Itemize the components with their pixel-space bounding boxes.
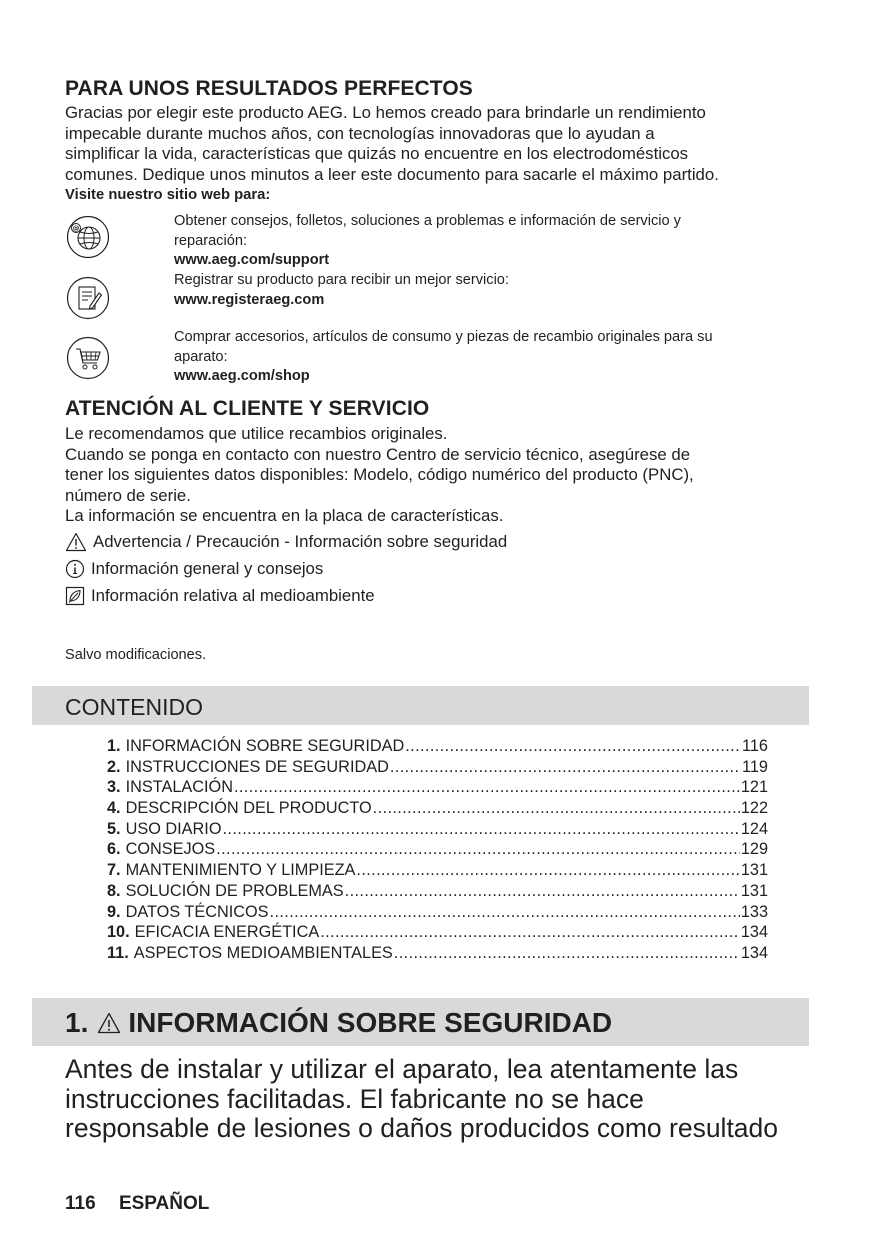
- toc-page: 133: [740, 902, 768, 921]
- toc-title: INFORMACIÓN SOBRE SEGURIDAD: [125, 737, 405, 755]
- shop-link-block: [174, 328, 814, 387]
- shop-description: Comprar accesorios, artículos de consumo y piezas de recambio originales para su: [174, 329, 713, 345]
- warning-icon: [97, 1012, 121, 1034]
- contents-band: [32, 686, 809, 725]
- safety-heading-number: 1.: [65, 1007, 89, 1038]
- toc-title: INSTALACIÓN: [125, 778, 233, 797]
- page-number: 116: [65, 1193, 96, 1214]
- intro-line: Antes de instalar y utilizar el aparato, lea atentamente las: [65, 1054, 739, 1084]
- toc-page: 124: [740, 819, 768, 838]
- toc-number: 7.: [107, 861, 121, 880]
- support-url[interactable]: www.aeg.com/support: [174, 252, 330, 268]
- info-icon: [65, 559, 85, 579]
- register-link-block: [174, 271, 814, 310]
- toc-leader: [216, 839, 740, 860]
- legend-warning: [65, 532, 507, 552]
- table-of-contents: [107, 736, 768, 964]
- toc-item[interactable]: [107, 839, 768, 860]
- page-footer: [65, 1193, 209, 1215]
- toc-title: MANTENIMIENTO Y LIMPIEZA: [125, 861, 356, 880]
- warning-icon: [65, 532, 87, 552]
- customer-service-text: [65, 424, 845, 527]
- paragraph-line: número de serie.: [65, 485, 191, 505]
- toc-item[interactable]: [107, 757, 768, 778]
- toc-leader: [390, 757, 741, 778]
- toc-title: DATOS TÉCNICOS: [125, 902, 269, 921]
- svg-text:@: @: [72, 224, 80, 233]
- safety-band: [32, 998, 809, 1046]
- support-link-block: [174, 212, 814, 271]
- toc-page: 131: [740, 861, 768, 880]
- toc-item[interactable]: [107, 943, 768, 964]
- register-icon: [66, 276, 110, 320]
- shop-description-cont: aparato:: [174, 348, 228, 365]
- toc-item[interactable]: [107, 860, 768, 881]
- toc-item[interactable]: [107, 798, 768, 819]
- customer-service-heading: ATENCIÓN AL CLIENTE Y SERVICIO: [65, 397, 430, 420]
- toc-leader: [234, 777, 740, 798]
- register-description: Registrar su producto para recibir un mejor servicio:: [174, 272, 509, 288]
- toc-title: SOLUCIÓN DE PROBLEMAS: [125, 881, 344, 900]
- toc-page: 122: [740, 799, 768, 818]
- visit-label: Visite nuestro sitio web para:: [65, 187, 271, 203]
- toc-number: 1.: [107, 737, 121, 755]
- paragraph-line: Gracias por elegir este producto AEG. Lo hemos creado para brindarle un rendimiento: [65, 103, 706, 122]
- toc-item[interactable]: [107, 922, 768, 943]
- legend-info: [65, 559, 323, 579]
- toc-number: 2.: [107, 757, 121, 776]
- toc-number: 9.: [107, 902, 121, 921]
- legend-info-text: Información general y consejos: [91, 559, 324, 578]
- toc-leader: [345, 881, 740, 902]
- cart-icon: [66, 336, 110, 380]
- toc-title: EFICACIA ENERGÉTICA: [134, 923, 320, 942]
- contents-heading: CONTENIDO: [65, 694, 203, 720]
- toc-page: 119: [742, 757, 768, 776]
- toc-title: DESCRIPCIÓN DEL PRODUCTO: [125, 799, 372, 818]
- toc-leader: [394, 943, 740, 964]
- toc-number: 3.: [107, 778, 121, 797]
- toc-title: USO DIARIO: [125, 819, 222, 838]
- perfect-results-heading: PARA UNOS RESULTADOS PERFECTOS: [65, 77, 473, 100]
- safety-intro: [65, 1055, 825, 1144]
- toc-page: 131: [740, 881, 768, 900]
- toc-page: 134: [740, 923, 768, 942]
- toc-number: 11.: [107, 943, 129, 962]
- environment-icon: [65, 586, 85, 606]
- toc-item[interactable]: [107, 736, 768, 757]
- toc-leader: [356, 860, 739, 881]
- paragraph-line: La información se encuentra en la placa de características.: [65, 506, 504, 526]
- toc-item[interactable]: [107, 777, 768, 798]
- paragraph-line: Le recomendamos que utilice recambios originales.: [65, 424, 448, 443]
- toc-item[interactable]: [107, 819, 768, 840]
- safety-heading-text: INFORMACIÓN SOBRE SEGURIDAD: [128, 1007, 613, 1038]
- toc-number: 8.: [107, 881, 121, 900]
- toc-number: 5.: [107, 819, 121, 838]
- toc-leader: [320, 922, 740, 943]
- modifications-note: Salvo modificaciones.: [65, 647, 207, 663]
- toc-leader: [270, 902, 740, 923]
- toc-number: 6.: [107, 840, 121, 859]
- toc-leader: [373, 798, 740, 819]
- toc-page: 129: [740, 840, 768, 859]
- paragraph-line: tener los siguientes datos disponibles: Modelo, código numérico del producto (PNC),: [65, 465, 694, 485]
- legend-environment: [65, 586, 375, 606]
- intro-line: instrucciones facilitadas. El fabricante no se hace: [65, 1083, 644, 1114]
- register-url[interactable]: www.registeraeg.com: [174, 291, 325, 308]
- toc-title: ASPECTOS MEDIOAMBIENTALES: [133, 943, 393, 962]
- shop-url[interactable]: www.aeg.com/shop: [174, 368, 310, 384]
- legend-warning-text: Advertencia / Precaución - Información sobre seguridad: [93, 532, 508, 551]
- perfect-results-text: [65, 103, 845, 185]
- paragraph-line: simplificar la vida, características que quizás no encuentre en los electrodomésticos: [65, 144, 689, 164]
- legend-environment-text: Información relativa al medioambiente: [91, 586, 375, 605]
- footer-language: ESPAÑOL: [118, 1193, 210, 1214]
- toc-number: 4.: [107, 799, 121, 818]
- toc-item[interactable]: [107, 902, 768, 923]
- globe-icon: [66, 215, 110, 259]
- paragraph-line: impecable durante muchos años, con tecnologías innovadoras que lo ayudan a: [65, 123, 655, 143]
- toc-leader: [405, 736, 741, 757]
- support-description: Obtener consejos, folletos, soluciones a problemas e información de servicio y: [174, 213, 681, 229]
- toc-item[interactable]: [107, 881, 768, 902]
- toc-page: 134: [740, 943, 768, 962]
- intro-line: responsable de lesiones o daños producidos como resultado: [65, 1113, 779, 1143]
- support-description-cont: reparación:: [174, 232, 248, 249]
- safety-heading: [65, 1007, 612, 1039]
- toc-leader: [223, 819, 740, 840]
- toc-number: 10.: [107, 923, 130, 942]
- toc-page: 121: [740, 778, 768, 797]
- toc-title: CONSEJOS: [125, 840, 216, 859]
- paragraph-line: Cuando se ponga en contacto con nuestro Centro de servicio técnico, asegúrese de: [65, 444, 691, 464]
- toc-title: INSTRUCCIONES DE SEGURIDAD: [125, 757, 389, 776]
- toc-page: 116: [742, 737, 768, 755]
- paragraph-line: comunes. Dedique unos minutos a leer este documento para sacarle el máximo partido.: [65, 164, 719, 184]
